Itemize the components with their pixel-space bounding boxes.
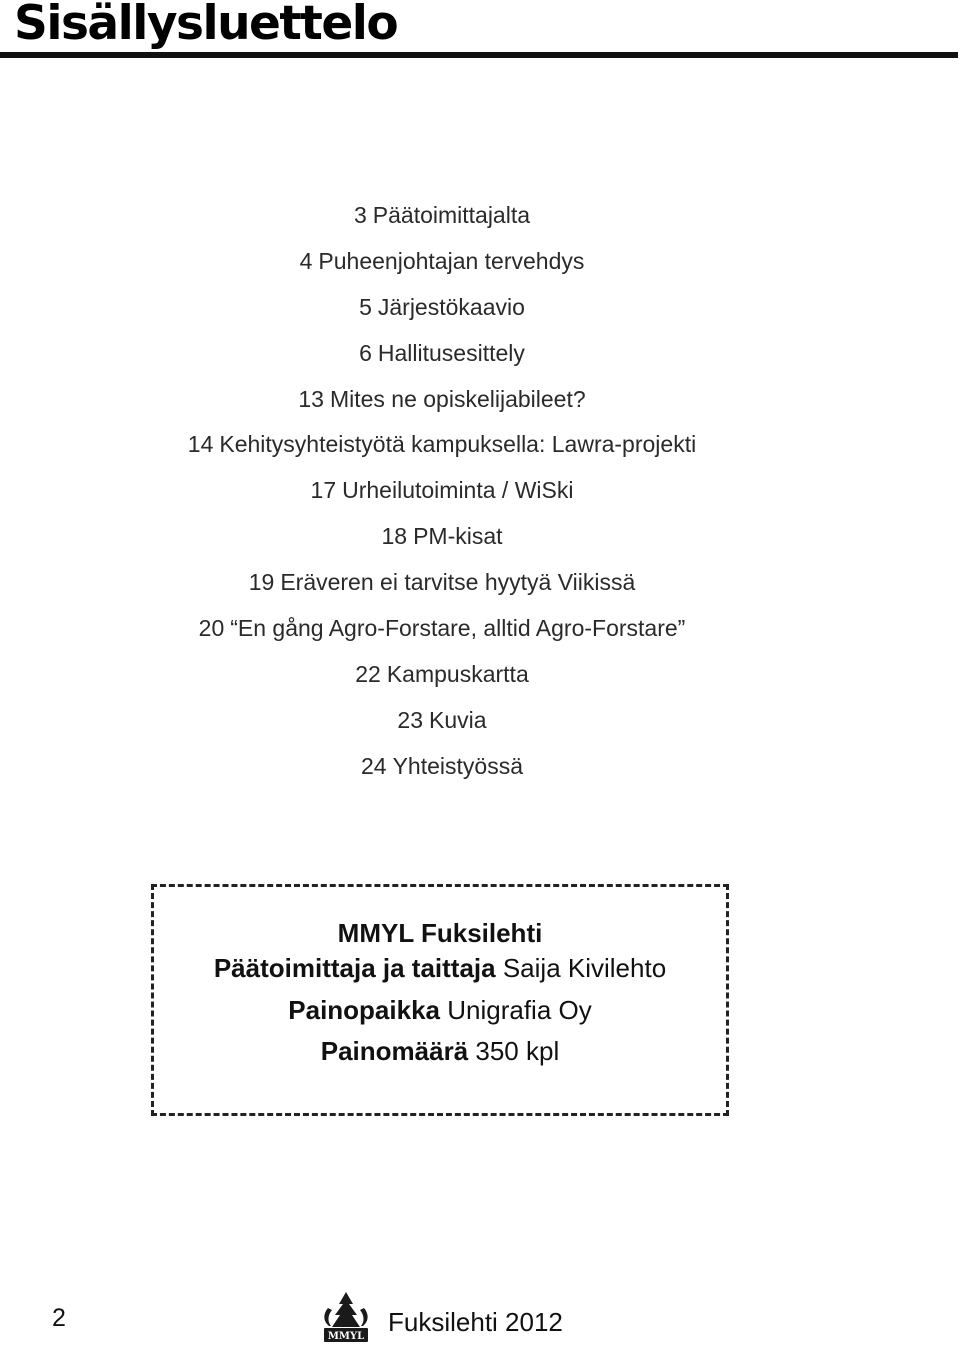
toc-title: “En gång Agro-Forstare, alltid Agro-Forstare”	[230, 615, 686, 642]
toc-item	[0, 606, 884, 652]
toc-title: PM-kisat	[413, 523, 503, 550]
toc-item	[0, 560, 884, 606]
toc-item	[0, 422, 884, 468]
toc-page-number: 4	[299, 247, 313, 274]
toc-page-number: 3	[353, 202, 367, 228]
colophon-run-value: 350 kpl	[475, 1036, 560, 1066]
table-of-contents	[0, 193, 884, 790]
toc-page-number: 5	[359, 293, 372, 320]
toc-title: Eräveren ei tarvitse hyytyä Viikissä	[280, 569, 636, 596]
toc-page-number: 22	[355, 660, 381, 687]
toc-title: Mites ne opiskelijabileet?	[329, 385, 586, 412]
toc-page-number: 24	[361, 752, 387, 779]
toc-page-number: 20	[198, 615, 225, 642]
colophon-editor	[154, 948, 726, 990]
toc-page-number: 14	[187, 431, 214, 458]
toc-title: Järjestökaavio	[377, 293, 525, 320]
page-title: Sisällysluettelo	[14, 0, 398, 51]
colophon-box	[151, 884, 729, 1116]
toc-item	[0, 377, 884, 423]
colophon-title: MMYL Fuksilehti	[337, 918, 543, 948]
logo-wordmark: MMYL	[327, 1331, 365, 1342]
toc-item	[0, 285, 884, 331]
toc-title: Kuvia	[429, 706, 487, 733]
toc-page-number: 17	[310, 477, 337, 504]
footer-publication: Fuksilehti 2012	[388, 1307, 563, 1337]
toc-page-number: 23	[397, 706, 424, 733]
toc-title: Yhteistyössä	[392, 752, 523, 779]
toc-item	[0, 239, 884, 285]
mmyl-tree-logo-icon	[320, 1290, 372, 1346]
toc-item	[0, 652, 884, 698]
toc-title: Kehitysyhteistyötä kampuksella: Lawra-projekti	[219, 431, 697, 458]
toc-title: Hallitusesittely	[377, 339, 525, 366]
colophon-printer-label: Painopaikka	[288, 994, 440, 1025]
toc-item	[0, 193, 884, 239]
toc-title: Puheenjohtajan tervehdys	[318, 247, 585, 274]
toc-item	[0, 744, 884, 790]
colophon-print-run	[154, 1031, 726, 1073]
toc-page-number: 19	[248, 569, 275, 596]
toc-item	[0, 698, 884, 744]
title-rule	[0, 52, 958, 58]
toc-item	[0, 514, 884, 560]
toc-item	[0, 468, 884, 514]
colophon-printer-value: Unigrafia Oy	[447, 994, 592, 1025]
toc-page-number: 6	[359, 339, 372, 366]
colophon-editor-value: Saija Kivilehto	[502, 953, 667, 983]
page-number: 2	[52, 1304, 66, 1332]
colophon-editor-label: Päätoimittaja ja taittaja	[213, 953, 496, 983]
toc-page-number: 13	[298, 385, 324, 412]
toc-title: Urheilutoiminta / WiSki	[342, 477, 574, 504]
toc-title: Päätoimittajalta	[372, 202, 531, 228]
toc-title: Kampuskartta	[386, 660, 529, 687]
toc-item	[0, 331, 884, 377]
colophon-printer	[154, 990, 726, 1032]
toc-page-number: 18	[381, 523, 408, 550]
colophon-run-label: Painomäärä	[320, 1036, 469, 1066]
